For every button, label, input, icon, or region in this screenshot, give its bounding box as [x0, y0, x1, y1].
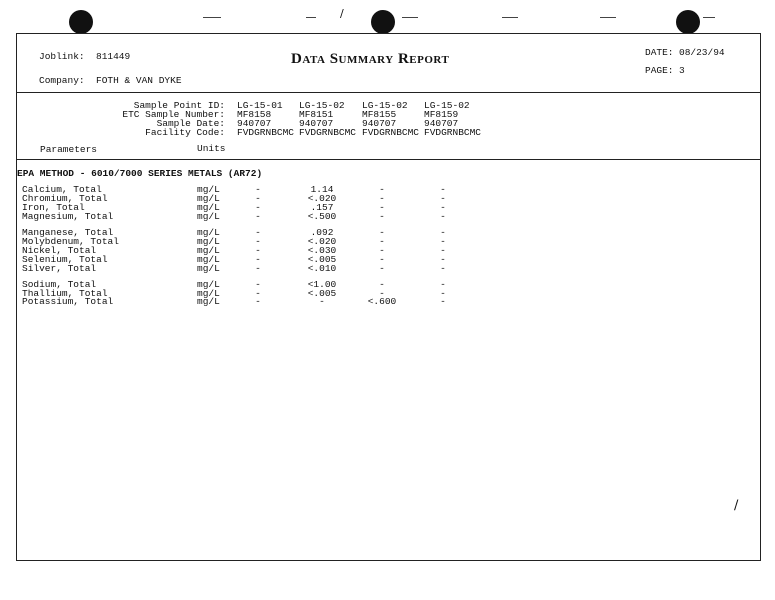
value-cell: -	[255, 202, 261, 213]
sample-point-id: LG-15-01	[237, 100, 283, 111]
unit-cell: mg/L	[197, 184, 220, 195]
value-cell: -	[379, 288, 385, 299]
value-cell: -	[255, 254, 261, 265]
value-cell: <.020	[307, 193, 337, 204]
sample-date: 940707	[362, 118, 397, 129]
parameter-name: Magnesium, Total	[22, 211, 114, 222]
sample-point-id: LG-15-02	[299, 100, 345, 111]
unit-cell: mg/L	[197, 254, 220, 265]
value-cell: .157	[310, 202, 334, 213]
company-value: FOTH & VAN DYKE	[96, 75, 182, 86]
sample-number: MF8151	[299, 109, 334, 120]
punch-hole-left	[69, 10, 93, 34]
parameter-name: Manganese, Total	[22, 227, 114, 238]
value-cell: -	[255, 296, 261, 307]
columns-divider	[16, 159, 760, 160]
value-cell: <.030	[307, 245, 337, 256]
unit-cell: mg/L	[197, 236, 220, 247]
value-cell: -	[255, 279, 261, 290]
facility-code: FVDGRNBCMC	[424, 127, 482, 138]
value-cell: -	[255, 211, 261, 222]
parameters-header: Parameters	[40, 144, 98, 155]
value-cell: -	[379, 211, 385, 222]
sample-date: 940707	[237, 118, 272, 129]
facility-code: FVDGRNBCMC	[362, 127, 420, 138]
value-cell: -	[379, 245, 385, 256]
joblink-value: 811449	[96, 51, 131, 62]
punch-hole-center	[371, 10, 395, 34]
company-label: Company:	[39, 75, 85, 86]
unit-cell: mg/L	[197, 263, 220, 274]
value-cell: <.005	[307, 288, 337, 299]
unit-cell: mg/L	[197, 296, 220, 307]
parameter-name: Chromium, Total	[22, 193, 108, 204]
sample-point-label: Sample Point ID:	[133, 100, 225, 111]
sample-point-id: LG-15-02	[362, 100, 408, 111]
unit-cell: mg/L	[197, 288, 220, 299]
facility-code: FVDGRNBCMC	[299, 127, 357, 138]
value-cell: -	[379, 254, 385, 265]
value-cell: -	[440, 263, 446, 274]
scan-speck	[502, 17, 518, 18]
value-cell: -	[255, 288, 261, 299]
punch-hole-right	[676, 10, 700, 34]
value-cell: -	[255, 227, 261, 238]
parameter-name: Sodium, Total	[22, 279, 97, 290]
value-cell: -	[255, 245, 261, 256]
margin-pen-mark: ∕	[734, 498, 739, 513]
date-label: DATE:	[645, 47, 674, 58]
units-header: Units	[197, 143, 226, 154]
value-cell: -	[379, 236, 385, 247]
parameter-name: Nickel, Total	[22, 245, 97, 256]
facility-code: FVDGRNBCMC	[237, 127, 295, 138]
parameter-name: Selenium, Total	[22, 254, 108, 265]
value-cell: -	[440, 254, 446, 265]
value-cell: <.500	[307, 211, 337, 222]
parameter-name: Potassium, Total	[22, 296, 114, 307]
value-cell: -	[440, 202, 446, 213]
value-cell: -	[379, 279, 385, 290]
scan-speck	[203, 17, 221, 18]
value-cell: .092	[310, 227, 334, 238]
unit-cell: mg/L	[197, 211, 220, 222]
parameter-name: Silver, Total	[22, 263, 97, 274]
value-cell: 1.14	[310, 184, 334, 195]
page-value: 3	[679, 65, 685, 76]
report-title: DATA SUMMARY REPORT	[291, 51, 450, 67]
date-value: 08/23/94	[679, 47, 725, 58]
scan-speck	[402, 17, 418, 18]
value-cell: -	[440, 193, 446, 204]
sample-number: MF8155	[362, 109, 397, 120]
value-cell: -	[255, 184, 261, 195]
value-cell: <.600	[367, 296, 397, 307]
header-divider	[16, 92, 760, 93]
value-cell: <.005	[307, 254, 337, 265]
value-cell: <1.00	[307, 279, 337, 290]
scan-speck	[306, 17, 316, 18]
unit-cell: mg/L	[197, 245, 220, 256]
value-cell: -	[319, 296, 325, 307]
value-cell: -	[379, 202, 385, 213]
value-cell: -	[440, 184, 446, 195]
unit-cell: mg/L	[197, 279, 220, 290]
value-cell: -	[379, 184, 385, 195]
value-cell: -	[379, 227, 385, 238]
sample-date-label: Sample Date:	[156, 118, 225, 129]
method-heading: EPA METHOD - 6010/7000 SERIES METALS (AR72)	[17, 168, 263, 179]
value-cell: <.020	[307, 236, 337, 247]
scan-speck	[600, 17, 616, 18]
sample-number-label: ETC Sample Number:	[122, 109, 225, 120]
value-cell: -	[440, 211, 446, 222]
value-cell: -	[255, 263, 261, 274]
sample-number: MF8158	[237, 109, 272, 120]
parameter-name: Thallium, Total	[22, 288, 108, 299]
pen-mark: ∕	[340, 7, 344, 20]
value-cell: -	[440, 245, 446, 256]
value-cell: -	[440, 296, 446, 307]
value-cell: <.010	[307, 263, 337, 274]
value-cell: -	[440, 227, 446, 238]
parameter-name: Iron, Total	[22, 202, 85, 213]
value-cell: -	[379, 263, 385, 274]
sample-number: MF8159	[424, 109, 459, 120]
facility-code-label: Facility Code:	[145, 127, 225, 138]
unit-cell: mg/L	[197, 227, 220, 238]
parameter-name: Molybdenum, Total	[22, 236, 119, 247]
value-cell: -	[255, 236, 261, 247]
value-cell: -	[440, 279, 446, 290]
sample-date: 940707	[299, 118, 334, 129]
sample-date: 940707	[424, 118, 459, 129]
parameter-name: Calcium, Total	[22, 184, 102, 195]
value-cell: -	[255, 193, 261, 204]
joblink-label: Joblink:	[39, 51, 85, 62]
page-label: PAGE:	[645, 65, 674, 76]
unit-cell: mg/L	[197, 193, 220, 204]
value-cell: -	[440, 288, 446, 299]
value-cell: -	[440, 236, 446, 247]
value-cell: -	[379, 193, 385, 204]
sample-point-id: LG-15-02	[424, 100, 470, 111]
unit-cell: mg/L	[197, 202, 220, 213]
scan-speck	[703, 17, 715, 18]
